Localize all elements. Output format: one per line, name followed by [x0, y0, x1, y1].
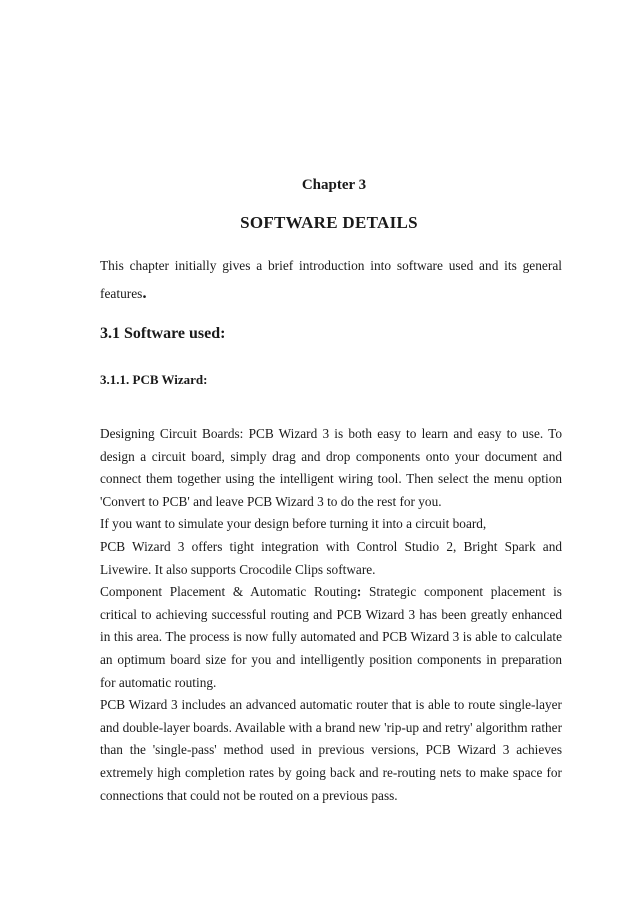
subsection-heading: 3.1.1. PCB Wizard: — [100, 372, 208, 387]
body-text — [100, 423, 562, 807]
paragraph-integration: PCB Wizard 3 offers tight integration with Control Studio 2, Bright Spark and Livewire. It also supports Crocodile Clips software. — [100, 538, 562, 577]
component-placement-text: Strategic component placement is critical to achieving successful routing and PCB Wizard 3 has been greatly enhanced in this area. The process is now fully automated and PCB Wizard 3 is able to calculate an optimum board size for you and intelligently position components in preparation for automatic routing. — [100, 584, 562, 690]
paragraph-designing-circuit-boards: Designing Circuit Boards: PCB Wizard 3 is both easy to learn and easy to use. To design a circuit board, simply drag and drop components onto your document and connect them together using the intelligent wiring tool. Then select the menu option 'Convert to PCB' and leave PCB Wizard 3 to do the rest for you. — [100, 426, 562, 509]
section-heading: 3.1 Software used: — [100, 325, 226, 342]
chapter-number: Chapter 3 — [301, 177, 367, 193]
chapter-title: SOFTWARE DETAILS — [240, 213, 418, 232]
paragraph-automatic-router: PCB Wizard 3 includes an advanced automatic router that is able to route single-layer and double-layer boards. Available with a brand new 'rip-up and retry' algorithm rather than the 'single-pass' method used in previous versions, PCB Wizard 3 achieves extremely high completion rates by going back and re-routing nets to make space for connections that could not be routed on a previous pass. — [100, 697, 562, 803]
intro-text: This chapter initially gives a brief introduction into software used and its general features — [100, 258, 562, 301]
intro-paragraph — [100, 252, 562, 307]
paragraph-component-placement — [100, 581, 562, 694]
component-placement-colon: : — [356, 584, 362, 600]
component-placement-label: Component Placement & Automatic Routing — [100, 584, 357, 600]
paragraph-simulate-design: If you want to simulate your design before turning it into a circuit board, — [100, 516, 487, 532]
intro-period: . — [142, 283, 147, 302]
